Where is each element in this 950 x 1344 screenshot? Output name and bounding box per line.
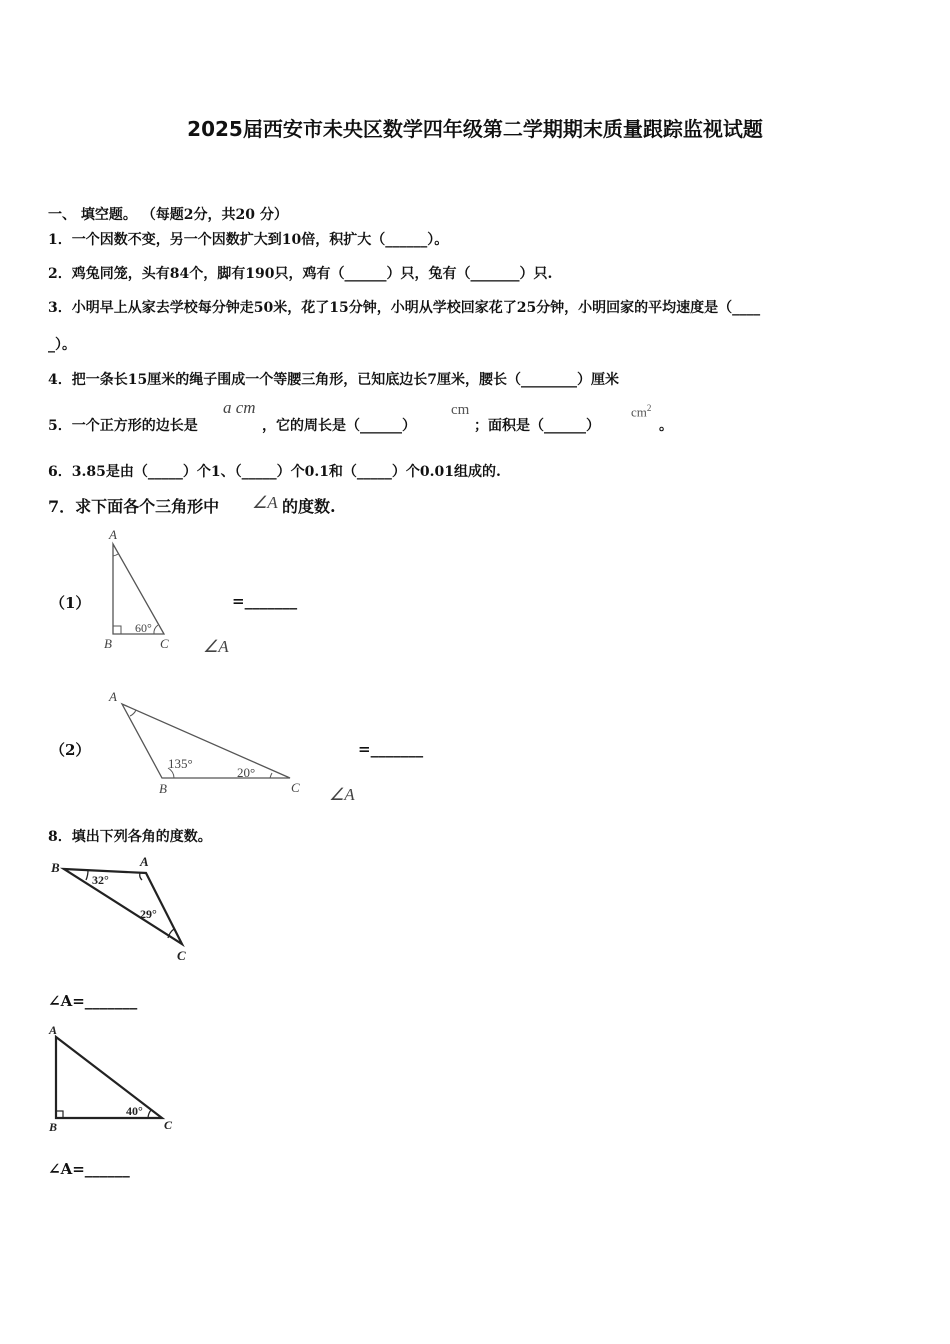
question-3-line-1: 3．小明早上从家去学校每分钟走50米，花了15分钟，小明从学校回家花了25分钟，小明回家的平均速度是（____ bbox=[48, 300, 761, 316]
triangle-2-shape bbox=[122, 704, 290, 778]
question-5-part-2: ，它的周长是（______） bbox=[262, 418, 416, 434]
q7-item-1-angle: ∠A bbox=[203, 637, 229, 656]
question-4: 4．把一条长15厘米的绳子围成一个等腰三角形，已知底边长7厘米，腰长（________）厘米 bbox=[48, 372, 619, 388]
q7-item-1-label: （1） bbox=[50, 594, 91, 612]
page-title: 2025届西安市未央区数学四年级第二学期期末质量跟踪监视试题 bbox=[187, 117, 763, 141]
question-5-unit-2: $cm^2$ bbox=[631, 403, 652, 420]
question-5-part-1: 5．一个正方形的边长是 bbox=[48, 418, 198, 434]
q8-triangle-1-shape bbox=[64, 869, 182, 944]
question-5-part-3: ；面积是（______） bbox=[474, 418, 600, 434]
question-6: 6．3.85是由（_____）个1、（_____）个0.1和（_____）个0.01组成的. bbox=[48, 464, 501, 480]
question-8: 8．填出下列各角的度数。 bbox=[48, 829, 212, 845]
given-angle-label: 60° bbox=[135, 621, 152, 635]
q8-triangle-2 bbox=[46, 1022, 186, 1136]
q8-item-1-answer: ∠A=_______ bbox=[48, 992, 138, 1010]
question-7-part-2: 的度数. bbox=[282, 497, 336, 516]
vertex-b-label: B bbox=[51, 860, 60, 875]
question-7-angle: ∠A bbox=[252, 493, 278, 512]
angle-b-label: 32° bbox=[92, 873, 109, 887]
question-5-variable: a cm bbox=[223, 398, 256, 417]
angle-c-label: 20° bbox=[237, 765, 256, 780]
angle-c-label: 29° bbox=[140, 907, 157, 921]
q7-triangle-1 bbox=[98, 526, 188, 654]
vertex-b-label: B bbox=[104, 636, 112, 651]
q8-triangle-1 bbox=[46, 852, 196, 968]
vertex-b-label: B bbox=[159, 781, 167, 796]
question-5-end: 。 bbox=[659, 418, 673, 434]
q7-item-2-label: （2） bbox=[50, 741, 91, 759]
q7-item-2-answer: =_______ bbox=[358, 740, 424, 758]
question-7-part-1: 7．求下面各个三角形中 bbox=[48, 497, 220, 516]
vertex-b-label: B bbox=[49, 1120, 58, 1134]
vertex-c-label: C bbox=[164, 1118, 173, 1132]
question-3-line-2: _）。 bbox=[48, 337, 76, 353]
angle-c-label: 40° bbox=[126, 1104, 143, 1118]
vertex-c-label: C bbox=[160, 636, 169, 651]
vertex-a-label: A bbox=[140, 854, 149, 869]
vertex-c-label: C bbox=[291, 780, 300, 795]
q7-item-1-answer: =_______ bbox=[232, 592, 298, 610]
question-2: 2．鸡兔同笼，头有84个，脚有190只，鸡有（______）只，兔有（_______）只. bbox=[48, 266, 553, 282]
q7-triangle-2 bbox=[104, 686, 304, 798]
vertex-a-label: A bbox=[49, 1023, 58, 1037]
q8-item-2-answer: ∠A=______ bbox=[48, 1160, 130, 1178]
q8-triangle-2-shape bbox=[56, 1037, 162, 1118]
vertex-c-label: C bbox=[177, 948, 186, 963]
vertex-a-label: A bbox=[109, 689, 117, 704]
angle-b-label: 135° bbox=[168, 756, 193, 771]
right-angle-mark bbox=[113, 626, 121, 634]
question-5-unit-1: cm bbox=[451, 402, 470, 418]
q7-item-2-angle: ∠A bbox=[329, 785, 355, 804]
question-1: 1．一个因数不变，另一个因数扩大到10倍，积扩大（______）。 bbox=[48, 232, 449, 248]
vertex-a-label: A bbox=[109, 527, 117, 542]
section-heading: 一、 填空题。 （每题2分，共20 分） bbox=[48, 207, 288, 223]
